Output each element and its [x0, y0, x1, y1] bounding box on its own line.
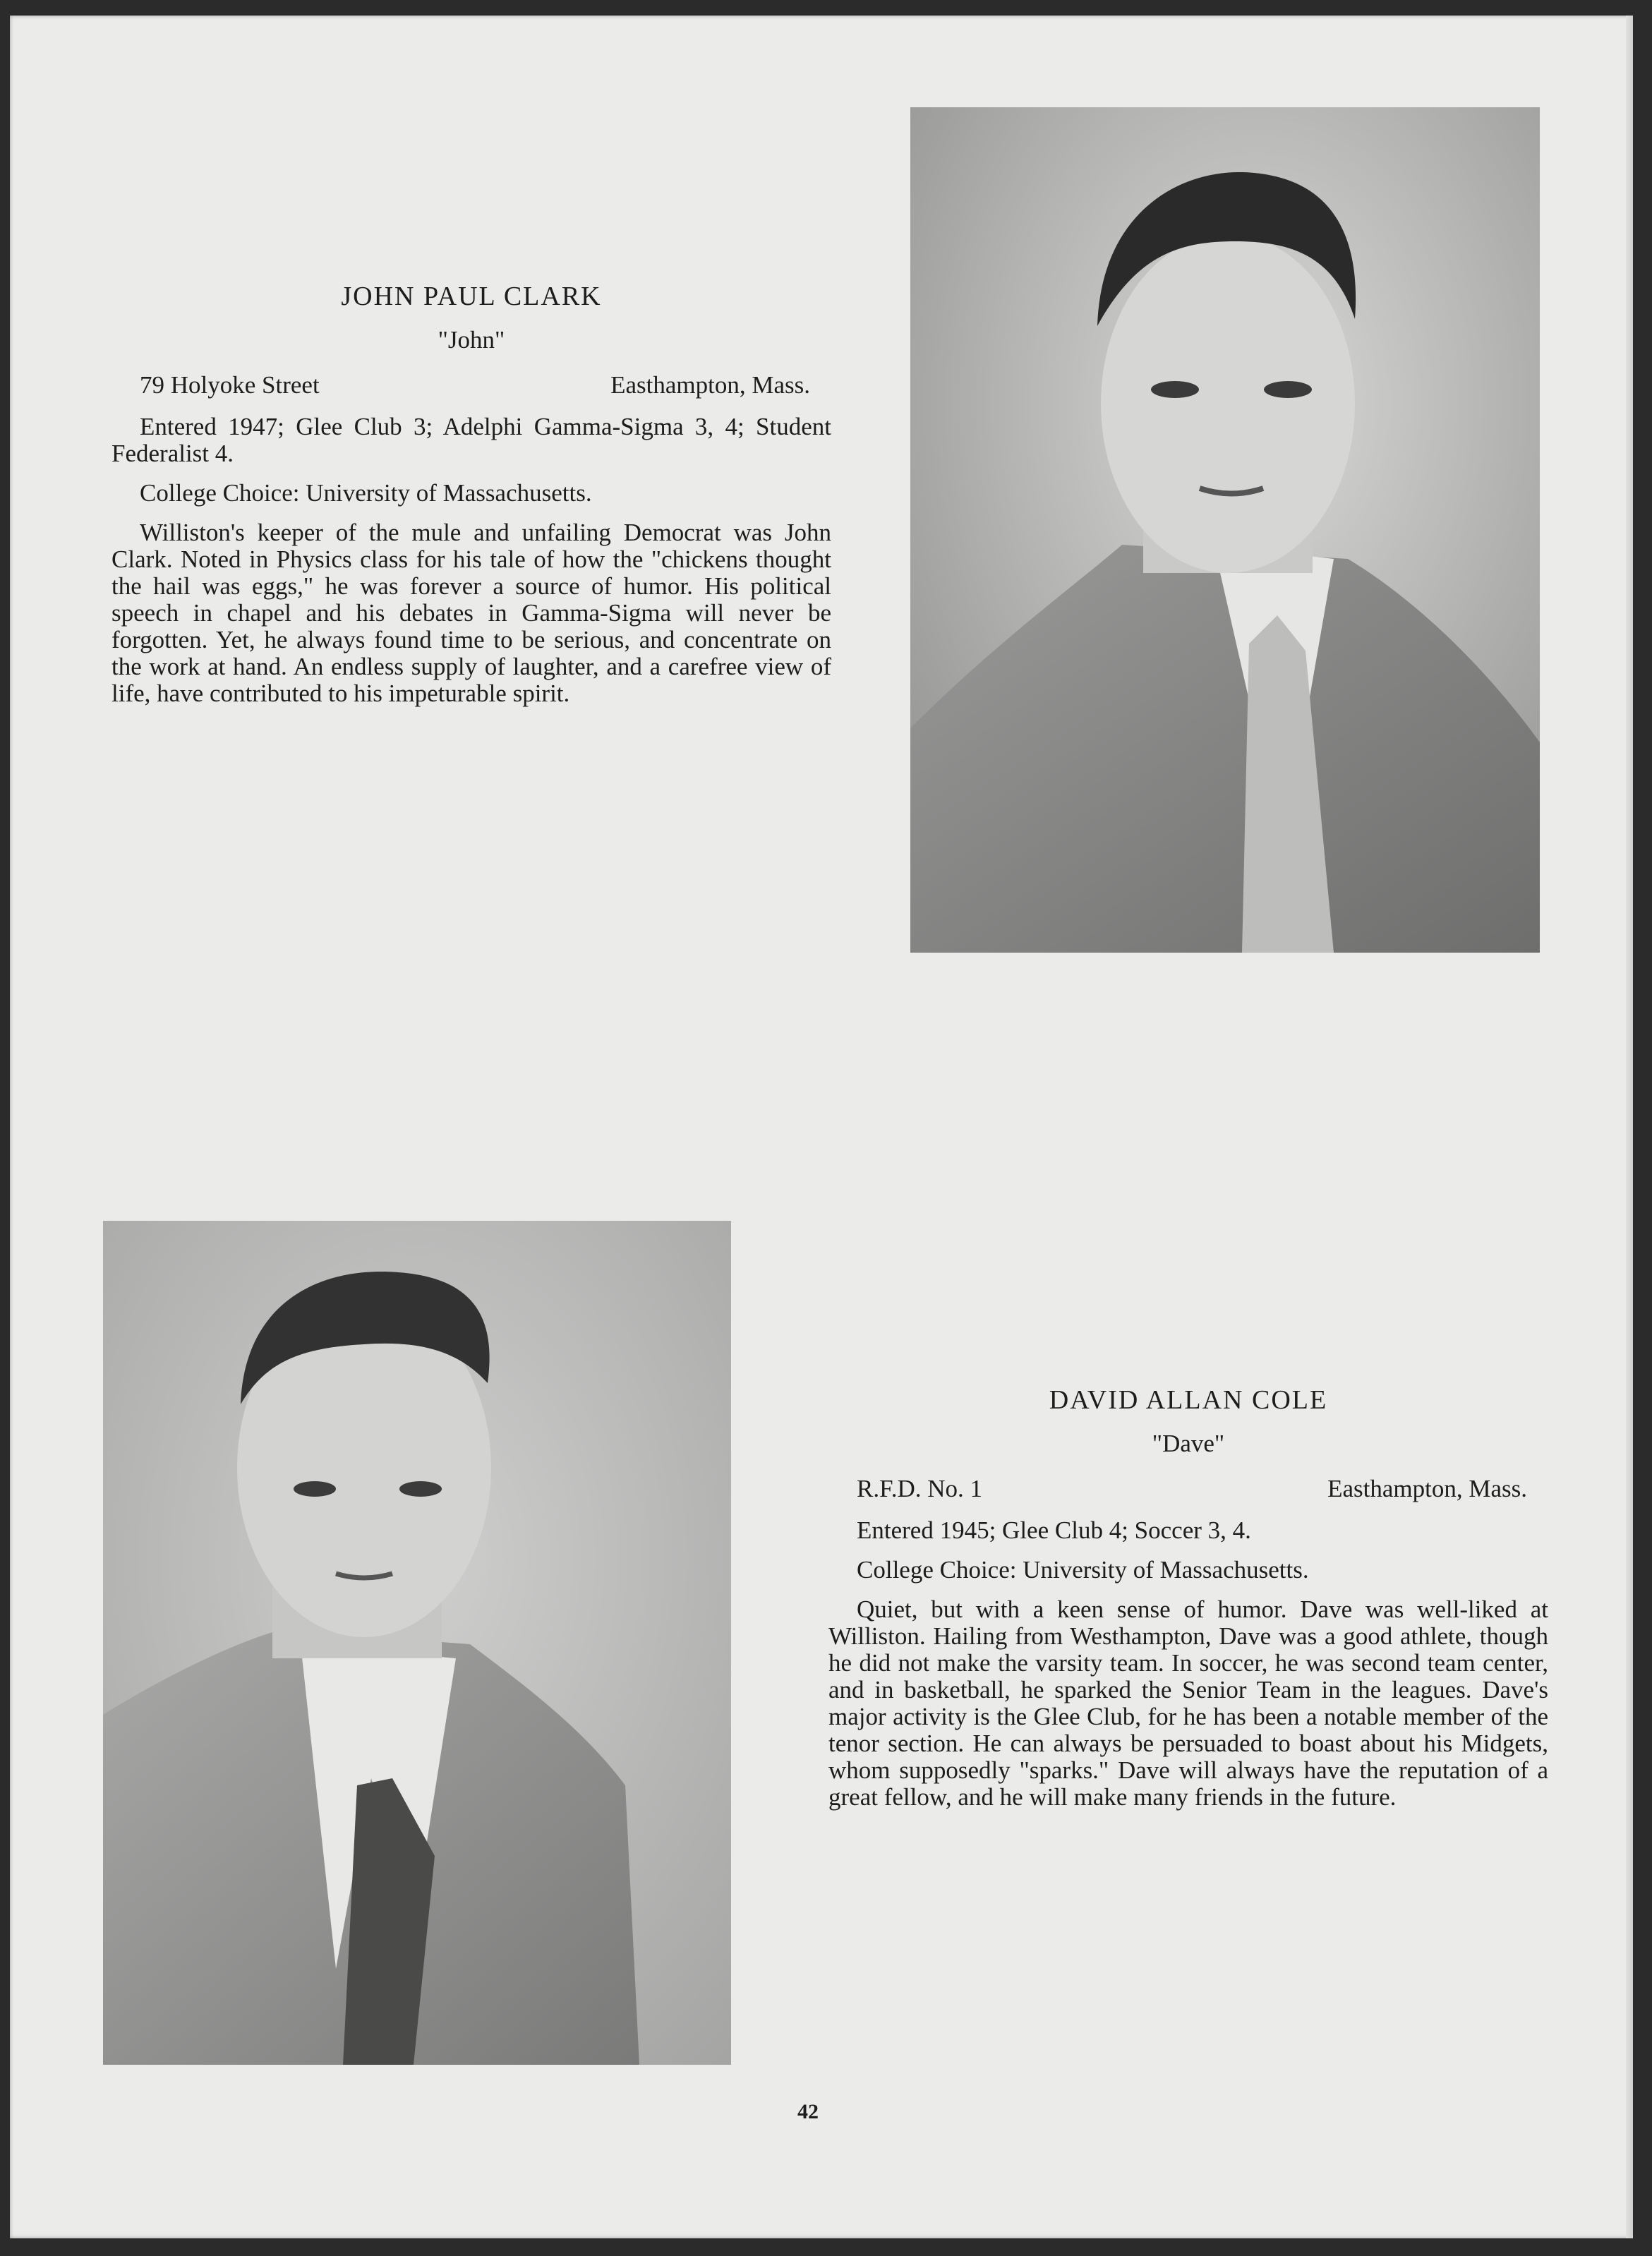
biography: Williston's keeper of the mule and unfailing Democrat was John Clark. Noted in Physics class for his tale of how the "chickens thought the hail was eggs," he was forever a source of humor. His political speech in chapel and his debates in Gamma-Sigma will never be forgotten. Yet, he always found time to be serious, and concentrate on the work at hand. An endless supply of laughter, and a carefree view of life, have contributed to his impeturable spirit.: [111, 519, 831, 707]
town: Easthampton, Mass.: [1327, 1475, 1527, 1502]
yearbook-page: [10, 16, 1633, 2238]
student-name: JOHN PAUL CLARK: [341, 282, 602, 311]
student-name: DAVID ALLAN COLE: [1049, 1385, 1328, 1415]
portrait-photo-john-paul-clark: [910, 107, 1540, 953]
portrait-image: [103, 1221, 731, 2065]
entry-david-allan-cole: [828, 1385, 1548, 1823]
college-choice: College Choice: University of Massachusetts.: [857, 1556, 1309, 1584]
activities: Entered 1947; Glee Club 3; Adelphi Gamma-Sigma 3, 4; Student Federalist 4.: [111, 413, 831, 467]
activities: Entered 1945; Glee Club 4; Soccer 3, 4.: [857, 1516, 1251, 1544]
portrait-image: [910, 107, 1540, 953]
student-nickname: "Dave": [1152, 1430, 1225, 1457]
page-edge: [1626, 16, 1633, 2238]
address-row: [111, 371, 831, 399]
student-nickname: "John": [438, 326, 505, 354]
biography: Quiet, but with a keen sense of humor. Dave was well-liked at Williston. Hailing from Westhampton, Dave was a good athlete, though he did not make the varsity team. In soccer, he was second team center, and in basketball, he sparked the Senior Team in the leagues. Dave's major activity is the Glee Club, for he has been a notable member of the tenor section. He can always be persuaded to boast about his Midgets, whom supposedly "sparks." Dave will always have the reputation of a great fellow, and he will make many friends in the future.: [828, 1596, 1548, 1811]
town: Easthampton, Mass.: [610, 371, 810, 399]
entry-john-paul-clark: [111, 281, 831, 720]
street-address: 79 Holyoke Street: [140, 371, 320, 399]
address-row: [828, 1475, 1548, 1503]
page-number: 42: [797, 2100, 819, 2123]
street-address: R.F.D. No. 1: [857, 1475, 983, 1502]
portrait-photo-david-allan-cole: [103, 1221, 731, 2065]
college-choice: College Choice: University of Massachusetts.: [140, 479, 592, 507]
